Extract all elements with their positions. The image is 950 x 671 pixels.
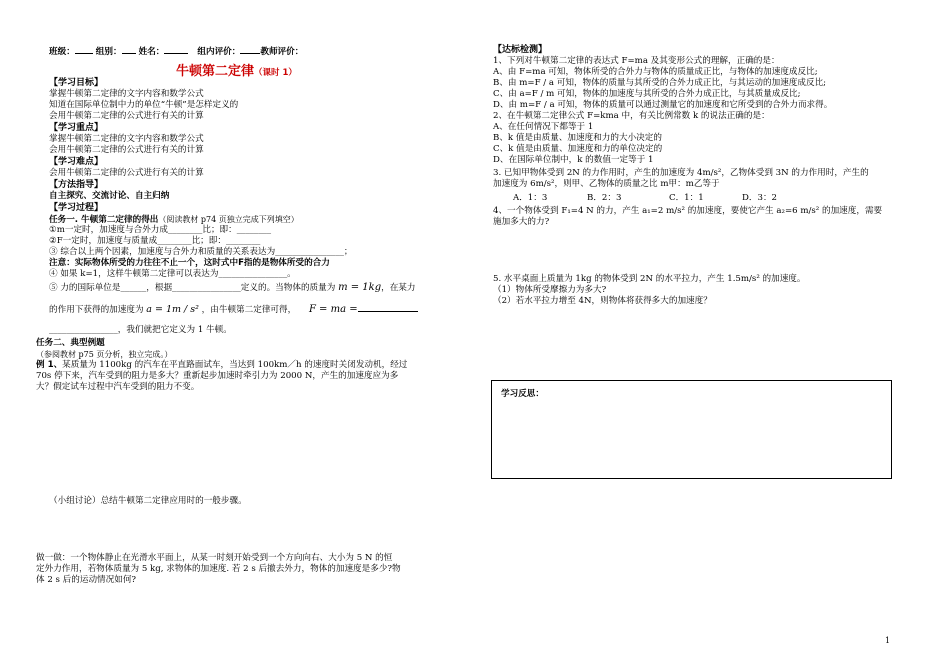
try-text: 做一做：一个物体静止在光滑水平面上，从某一时刻开始受到一个方向向右、大小为 5 N 的恒 — [36, 553, 393, 563]
task1-note: （阅读教材 p74 页独立完成下列填空） — [158, 215, 299, 224]
reflection-label: 学习反思： — [501, 389, 544, 399]
q4-line: 施加多大的力? — [493, 217, 550, 227]
group-eval-label: 组内评价： — [197, 47, 241, 57]
method-heading: 【方法指导】 — [49, 180, 104, 190]
class-label: 班级： — [49, 47, 75, 57]
q2-line: 2、在牛顿第二定律公式 F=kma 中，有关比例常数 k 的说法正确的是： — [493, 111, 770, 121]
q3-line: 3. 已知甲物体受到 2N 的力作用时，产生的加速度为 4m/s²，乙物体受到 3N 的力作用时，产生的 — [493, 168, 869, 178]
q2-line: D、在国际单位制中，k 的数值一定等于 1 — [493, 155, 654, 165]
key-item: 掌握牛顿第二定律的文字内容和数学公式 — [49, 134, 204, 144]
task1-line: ③ 综合以上两个因素，加速度与合外力和质量的关系表达为________________； — [49, 247, 353, 257]
goal-item: 掌握牛顿第二定律的文字内容和数学公式 — [49, 89, 204, 99]
formula-accel: a = 1m / s² — [146, 304, 199, 315]
q1-line: 1、下列对牛顿第二定律的表达式 F=ma 及其变形公式的理解，正确的是： — [493, 56, 780, 66]
task1-line: ，由牛顿第二定律可得， — [201, 305, 297, 315]
teacher-eval-label: 教师评价： — [260, 47, 304, 57]
q2-line: A、在任何情况下都等于 1 — [493, 122, 594, 132]
task1-notice: 注意：实际物体所受的力往往不止一个，这时式中F指的是物体所受的合力 — [49, 258, 330, 268]
header-fields — [49, 45, 303, 58]
example-1-label: 例 1、 — [36, 360, 63, 370]
q3-option: C．1：1 — [669, 193, 704, 203]
title-sub: （课时 1） — [254, 68, 297, 78]
q2-line: B、k 值是由质量、加速度和力的大小决定的 — [493, 133, 662, 143]
group-label: 组别： — [95, 47, 122, 57]
process-heading: 【学习过程】 — [49, 203, 104, 213]
try-text: 体 2 s 后的运动情况如何? — [36, 575, 137, 585]
name-label: 姓名： — [138, 47, 165, 57]
formula-force: F = ma = — [308, 304, 358, 315]
discussion-text: （小组讨论）总结牛顿第二定律应用时的一般步骤。 — [49, 496, 247, 506]
page-title — [176, 60, 297, 79]
q3-option: D．3：2 — [742, 193, 778, 203]
q5-line: （2）若水平拉力增至 4N，则物体将获得多大的加速度？ — [493, 296, 712, 306]
task1-line: 的作用下获得的加速度为 — [49, 305, 144, 315]
q1-line: A、由 F=ma 可知，物体所受的合外力与物体的质量成正比，与物体的加速度成反比; — [493, 67, 818, 77]
q4-line: 4、一个物体受到 F₁=4 N 的力，产生 a₁=2 m/s² 的加速度，要使它产生 a₂=6 m/s² 的加速度，需要 — [493, 206, 883, 216]
formula-mass: m = 1kg — [338, 282, 382, 293]
method-text: 自主探究、交流讨论、自主归纳 — [49, 191, 170, 201]
page-number: 1 — [885, 636, 891, 645]
try-text: 定外力作用，若物体质量为 5 kg, 求物体的加速度. 若 2 s 后撤去外力，物体的加速度是多少?物 — [36, 564, 401, 574]
q1-line: B、由 m=F / a 可知，物体的质量与其所受的合外力成正比，与其运动的加速度成反比; — [493, 78, 827, 88]
task1-line: ①m一定时，加速度与合外力成________比；即：________ — [49, 225, 272, 235]
goal-item: 知道在国际单位制中力的单位“牛顿”是怎样定义的 — [49, 100, 239, 110]
q1-line: D、由 m=F / a 可知，物体的质量可以通过测量它的加速度和它所受到的合外力而求得。 — [493, 100, 833, 110]
diff-item: 会用牛顿第二定律的公式进行有关的计算 — [49, 168, 204, 178]
task1-accel-row — [49, 303, 418, 316]
task1-line: ⑤ 力的国际单位是______，根据________________定义的。当物体的质量为 — [49, 283, 336, 293]
q2-line: C、k 值是由质量、加速度和力的单位决定的 — [493, 144, 663, 154]
task1-line: ，在某力 — [381, 283, 416, 293]
goal-item: 会用牛顿第二定律的公式进行有关的计算 — [49, 111, 204, 121]
goals-heading: 【学习目标】 — [49, 78, 104, 88]
task1-unit-row — [49, 282, 416, 294]
task1-line: ________________，我们就把它定义为 1 牛顿。 — [49, 325, 232, 335]
key-item: 会用牛顿第二定律的公式进行有关的计算 — [49, 145, 204, 155]
diff-heading: 【学习难点】 — [49, 157, 104, 167]
example-1-text: 某质量为 1100kg 的汽车在平直路面试车，当达到 100km／h 的速度时关闭发动机，经过 — [62, 360, 408, 370]
q3-option: B．2：3 — [587, 193, 622, 203]
example-1-text: 大？假定试车过程中汽车受到的阻力不变。 — [36, 382, 200, 392]
key-heading: 【学习重点】 — [49, 123, 104, 133]
q5-line: （1）物体所受摩擦力为多大? — [493, 285, 607, 295]
task2-title: 任务二、典型例题 — [36, 338, 105, 348]
task1-line: ④ 如果 k=1，这样牛顿第二定律可以表达为________________。 — [49, 269, 296, 279]
example-1-row — [36, 360, 407, 371]
example-1-text: 70s 停下来，汽车受到的阻力是多大？重新起步加速时牵引力为 2000 N，产生的加速度应为多 — [36, 371, 399, 381]
reflection-box[interactable] — [491, 380, 892, 479]
q3-option: A．1：3 — [513, 193, 548, 203]
task1-line: ②F一定时，加速度与质量成________比；即：________ — [49, 236, 261, 246]
task1-title: 任务一. 牛顿第二定律的得出 — [49, 215, 159, 225]
q3-line: 加速度为 6m/s²，则甲、乙物体的质量之比 m甲：m乙等于 — [493, 179, 720, 189]
q5-line: 5. 水平桌面上质量为 1kg 的物体受到 2N 的水平拉力，产生 1.5m/s² 的加速度。 — [493, 274, 806, 284]
q1-line: C、由 a=F / m 可知，物体的加速度与其所受的合外力成正比，与其质量成反比; — [493, 89, 801, 99]
check-heading: 【达标检测】 — [493, 45, 548, 55]
title-main: 牛顿第二定律 — [176, 64, 255, 79]
task2-note: （参阅教材 p75 页分析，独立完成。） — [36, 350, 173, 359]
